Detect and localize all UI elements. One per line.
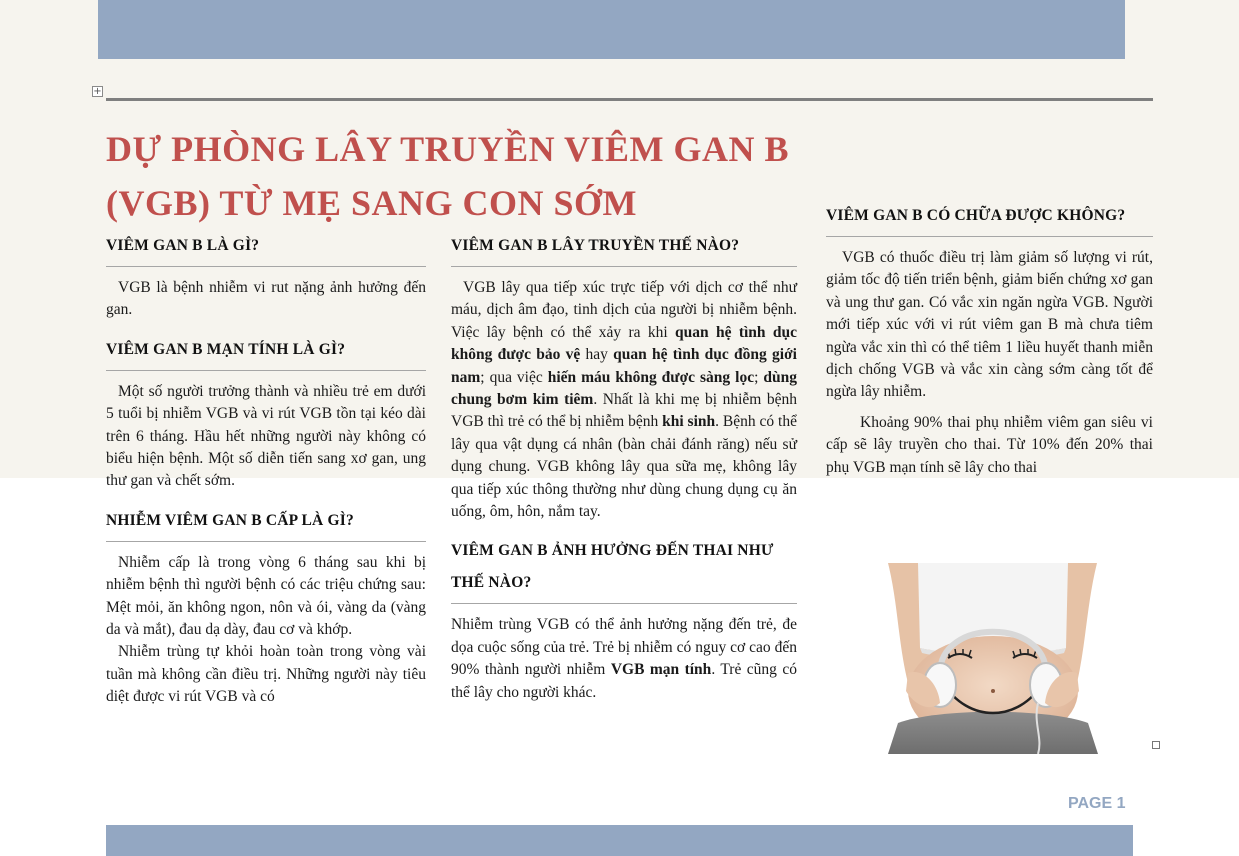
section-divider	[106, 266, 426, 267]
column-middle	[451, 230, 797, 704]
section-heading-chronic-vgb: VIÊM GAN B MẠN TÍNH LÀ GÌ?	[106, 340, 346, 358]
pregnant-belly-headphones-photo	[868, 563, 1117, 754]
page-title-line-2: (VGB) TỪ MẸ SANG CON SỚM	[106, 183, 638, 223]
paragraph-transmission: VGB lây qua tiếp xúc trực tiếp với dịch cơ thể như máu, dịch âm đạo, tinh dịch của người bị nhiễm bệnh. Việc lây bệnh có thể xảy ra khi quan hệ tình dục không được bảo vệ hay quan hệ tình dục đồng giới nam; qua việc hiến máu không được sàng lọc; dùng chung bơm kim tiêm. Nhất là khi mẹ bị nhiễm bệnh VGB thì trẻ có thể bị nhiễm bệnh khi sinh. Bệnh có thể lây qua vật dụng cá nhân (bàn chải đánh răng) nếu sử dụng chung. VGB không lây qua sữa mẹ, không lây qua tiếp xúc thông thường như dùng chung dụng cụ ăn uống, ôm, hôn, nắm tay.	[451, 279, 798, 521]
section-divider	[451, 603, 797, 604]
section-heading-acute-vgb: NHIỄM VIÊM GAN B CẤP LÀ GÌ?	[106, 511, 354, 529]
section-divider	[106, 541, 426, 542]
table-move-handle-icon[interactable]: +	[93, 86, 102, 97]
section-divider	[826, 236, 1153, 237]
header-band	[98, 0, 1125, 59]
paragraph-treatment: VGB có thuốc điều trị làm giảm số lượng vi rút, giảm tốc độ tiến triển bệnh, giảm biến chứng xơ gan và ung thư gan. Có vắc xin ngăn ngừa VGB. Người mới tiếp xúc với vi rút viêm gan B mà chưa tiêm ngừa vắc xin thì có thể tiêm 1 liều huyết thanh miễn dịch chống VGB và vắc xin càng sớm càng tốt để ngừa lây nhiễm.	[826, 249, 1153, 401]
page-title	[106, 122, 866, 230]
section-divider	[106, 370, 426, 371]
title-rule	[106, 98, 1153, 101]
paragraph-acute-vgb-symptoms: Nhiễm cấp là trong vòng 6 tháng sau khi bị nhiễm bệnh thì người bệnh có các triệu chứng sau: Mệt mỏi, ăn không ngon, nôn và ói, vàng da (vàng da và mắt), đau dạ dày, đau cơ và khớp.	[106, 553, 426, 639]
paragraph-effect-on-fetus: Nhiễm trùng VGB có thể ảnh hưởng nặng đến trẻ, đe dọa cuộc sống của trẻ. Trẻ bị nhiễm có nguy cơ cao đến 90% thành người nhiễm VGB mạn tính. Trẻ cũng có thể lây cho người khác.	[451, 616, 797, 701]
image-resize-handle-icon[interactable]	[1152, 741, 1160, 749]
column-left	[106, 230, 426, 709]
paragraph-chronic-vgb: Một số người trưởng thành và nhiều trẻ em dưới 5 tuổi bị nhiễm VGB và vi rút VGB tồn tại kéo dài trên 6 tháng. Hầu hết những người này không có biểu hiện bệnh. Một số diễn tiến sang xơ gan, ung thư gan và chết sớm.	[106, 382, 426, 490]
paragraph-what-is-vgb: VGB là bệnh nhiễm vi rut nặng ảnh hưởng đến gan.	[106, 279, 426, 319]
section-divider	[451, 266, 797, 267]
section-heading-curable: VIÊM GAN B CÓ CHỮA ĐƯỢC KHÔNG?	[826, 207, 1126, 224]
page-number: PAGE 1	[1068, 795, 1126, 812]
column-right	[826, 200, 1153, 479]
section-heading-what-is-vgb: VIÊM GAN B LÀ GÌ?	[106, 237, 260, 254]
paragraph-acute-vgb-recovery: Nhiễm trùng tự khỏi hoàn toàn trong vòng vài tuần mà không cần điều trị. Những người này tiêu diệt được vi rút VGB và có	[106, 643, 426, 706]
section-heading-transmission: VIÊM GAN B LÂY TRUYỀN THẾ NÀO?	[451, 237, 740, 254]
page-title-line-1: DỰ PHÒNG LÂY TRUYỀN VIÊM GAN B	[106, 129, 790, 169]
footer-band	[106, 825, 1133, 856]
section-heading-effect-on-fetus: VIÊM GAN B ẢNH HƯỞNG ĐẾN THAI NHƯ THẾ NÀO?	[451, 542, 774, 592]
paragraph-mother-to-child-rate: Khoảng 90% thai phụ nhiễm viêm gan siêu vi cấp sẽ lây truyền cho thai. Từ 10% đến 20% thai phụ VGB mạn tính sẽ lây cho thai	[826, 413, 1153, 476]
